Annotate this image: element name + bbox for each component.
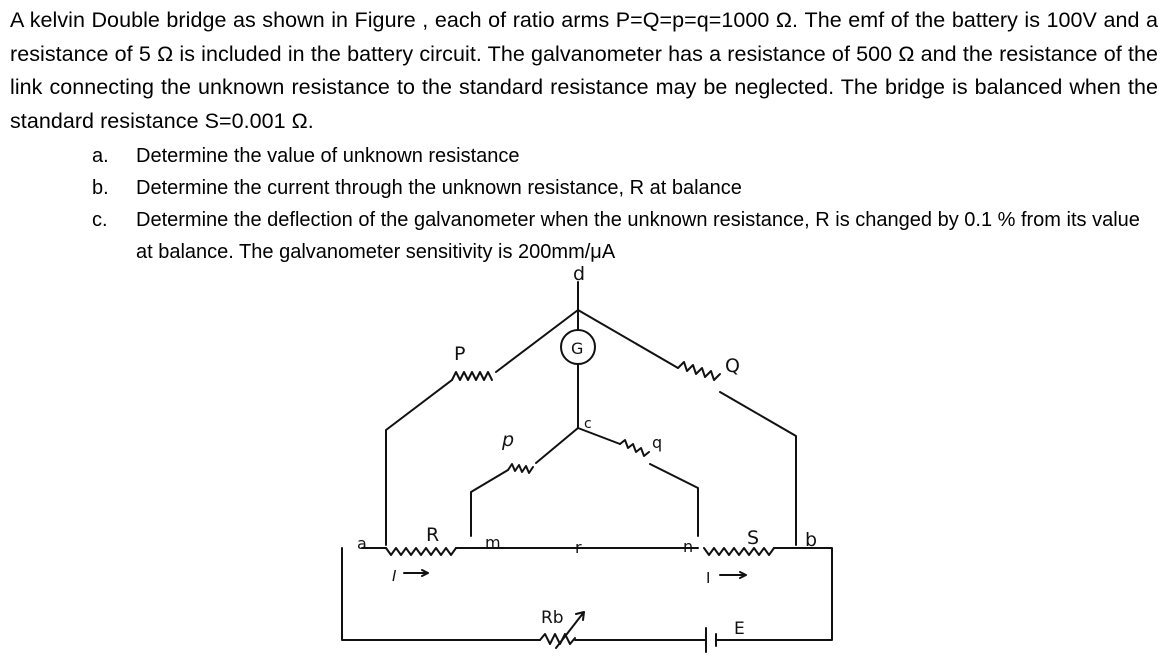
label-p: p: [502, 429, 515, 451]
label-S: S: [747, 527, 760, 549]
item-marker: b.: [92, 177, 109, 199]
resistor-P: [452, 372, 492, 380]
wire-Q-to-right: [720, 392, 796, 545]
label-I-right: I: [706, 569, 711, 587]
current-arrow-right: [720, 572, 746, 578]
problem-statement: A kelvin Double bridge as shown in Figure , each of ratio arms P=Q=p=q=1000 Ω. The emf of the battery is 100V and a resistance of 5 Ω is included in the battery circuit. The galvanometer has a resistance of 500 Ω and the resistance of the link connecting the unknown resistance to the standard resistance may be neglected. The bridge is balanced when the standard resistance S=0.001 Ω.: [10, 8, 1158, 133]
label-a: a: [357, 534, 367, 553]
label-P: P: [454, 343, 466, 365]
wire-left-arm: [386, 380, 452, 545]
label-c: c: [584, 416, 592, 432]
resistor-q: [620, 440, 649, 456]
wire-m-to-p: [471, 470, 508, 536]
wire-battery-left: [342, 548, 540, 640]
question-item-a: [92, 140, 1154, 172]
question-item-b: [92, 172, 1154, 204]
resistor-p: [508, 464, 533, 473]
label-b: b: [805, 529, 818, 551]
wire-q-to-n: [650, 464, 698, 536]
wire-p-to-c: [536, 428, 578, 463]
label-m: m: [485, 533, 501, 552]
label-I-left: I: [392, 567, 397, 585]
label-G: G: [571, 339, 584, 358]
kelvin-double-bridge-figure: [340, 262, 840, 660]
label-Rb: Rb: [541, 608, 564, 628]
item-marker: c.: [92, 209, 108, 231]
item-text: Determine the current through the unknown resistance, R at balance: [136, 177, 742, 199]
resistor-Rb: [540, 634, 575, 644]
resistor-Q: [678, 362, 720, 380]
label-E: E: [734, 619, 745, 639]
resistor-R: [386, 548, 456, 555]
item-text: Determine the value of unknown resistance: [136, 145, 520, 167]
item-marker: a.: [92, 145, 109, 167]
label-Q: Q: [725, 355, 740, 377]
label-n: n: [683, 537, 694, 556]
resistor-S: [704, 548, 774, 555]
current-arrow-left: [404, 570, 428, 576]
wire-P-to-d: [496, 310, 578, 372]
label-R: R: [426, 524, 440, 546]
label-d: d: [573, 263, 586, 285]
label-q: q: [652, 433, 663, 452]
label-r: r: [575, 538, 582, 557]
item-text: Determine the deflection of the galvanometer when the unknown resistance, R is changed by 0.1 % from its value at balance. The galvanometer sensitivity is 200mm/μA: [136, 209, 1140, 263]
question-list: [92, 140, 1154, 268]
battery-E: [706, 628, 716, 652]
question-item-c: [92, 204, 1154, 268]
